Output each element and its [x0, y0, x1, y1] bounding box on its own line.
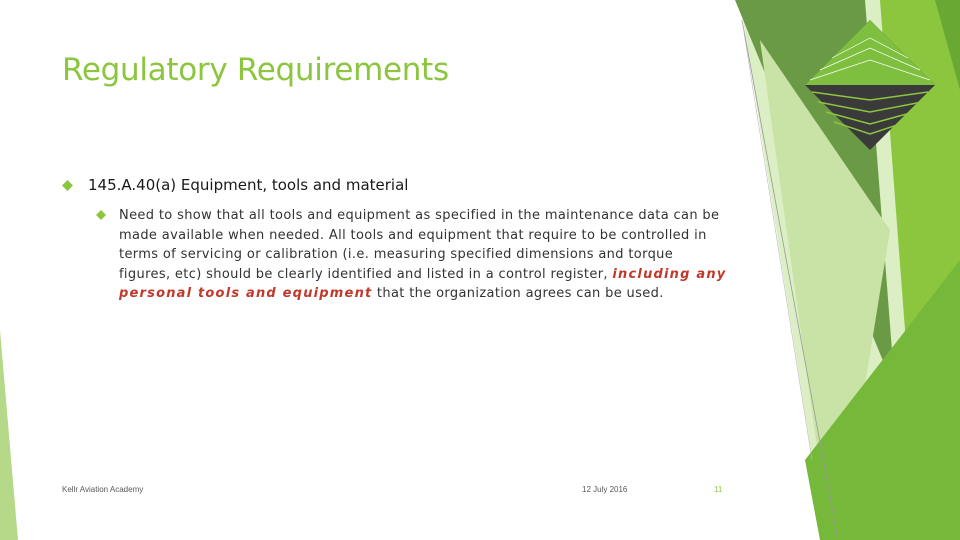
bullet-level-1-text: 145.A.40(a) Equipment, tools and material — [88, 176, 409, 194]
bullet-diamond-icon — [62, 180, 73, 191]
emphasis-text: including any personal tools and equipment — [119, 266, 727, 301]
footer-page-number: 11 — [714, 485, 723, 494]
body-text-start: Need to show that all tools and equipment as specified in the maintenance data can be made available when needed. All tools and equipment that require to be controlled in terms of servicing or calibration (i.e. measuring specified dimensions and torque figures, etc) should be clearly identified and listed in a control register, — [119, 208, 720, 282]
slide-title: Regulatory Requirements — [62, 52, 449, 88]
bullet-level-2-text — [119, 206, 729, 304]
footer-date: 12 July 2016 — [582, 485, 628, 494]
bullet-diamond-icon — [96, 210, 106, 220]
body-text-end: that the organization agrees can be used. — [372, 286, 664, 301]
left-accent-sliver — [0, 330, 18, 540]
footer-organization: Kellr Aviation Academy — [62, 485, 144, 494]
